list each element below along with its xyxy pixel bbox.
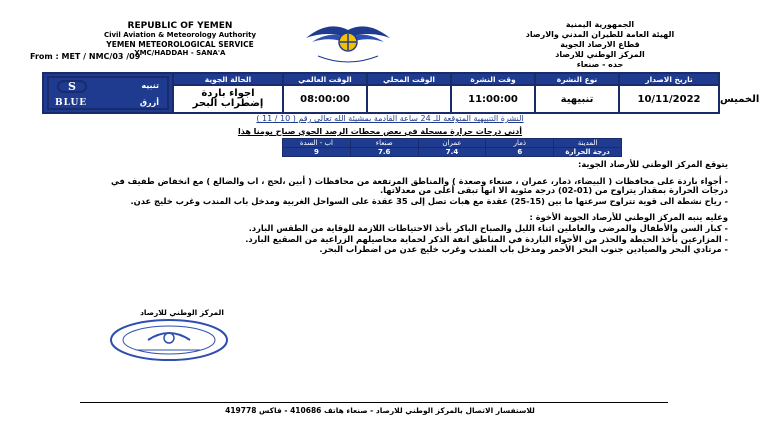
temp-row-label: درجة الحرارة <box>554 148 622 157</box>
temp-dhamar: 6 <box>486 148 554 157</box>
warning-bullet: - مرتادي البحر والصيادين جنوب البحر الأحمر ومدخل باب المندب وغرب خليج عدن من اضطراب البحر. <box>319 244 728 255</box>
header-local-time: الوقت المحلي <box>367 73 451 85</box>
signature-label: المركز الوطني للارصاد <box>140 308 224 317</box>
bulletin-time-empty <box>367 85 451 113</box>
warning-bullet: - المزارعين بأخذ الحيطة والحذر من الأجواء الباردة في المناطق انفة الذكر لحماية محاصيلهم الزراعية من الصقيع البارد. <box>245 233 728 244</box>
warning-intro: وعليه ينبه المركز الوطني للأرصاد الجوية الأخوة : <box>529 212 728 223</box>
alert-box <box>47 76 169 110</box>
header-ar-line: قطاع الارصاد الجوية <box>560 40 640 49</box>
footer-divider <box>80 402 668 403</box>
alert-color-en: BLUE <box>55 98 88 108</box>
authority-logo <box>298 12 398 68</box>
temp-header-city: المدينة <box>554 139 622 148</box>
bulletin-type: تنبيهية <box>535 85 619 113</box>
header-ar-line: حده - صنعاء <box>576 60 624 69</box>
forecast-bullet: - أجواء باردة على محافظات ( البيضاء، ذمار، عمران ، صنعاء وصعدة ) والمناطق المرتفعة من محافظات ( أبين ،لحج ، اب والضالع ) مع انخفاض طفيف في درجات الحرارة بمقدار يتراوح من (01-02) درجة مئوية الا انها تبقى أعلى من معدلاتها. <box>110 175 728 196</box>
footer-contact: للاستفسار الاتصال بالمركز الوطني للارصاد - صنعاء هاتف 410686 - فاكس 419778 <box>225 406 535 415</box>
temp-header-sanaa: صنعاء <box>350 139 418 148</box>
alert-badge: S <box>57 80 87 93</box>
header-weather: الحالة الجوية <box>173 73 283 85</box>
service-name: YEMEN METEOROLOGICAL SERVICE <box>106 40 254 49</box>
temp-header-dhamar: ذمار <box>486 139 554 148</box>
temp-header-ibb: اب - السدة <box>283 139 351 148</box>
bulletin-number-line: النشرة التنبيهية المتوقعة للـ 24 ساعة القادمة بمشيئة الله تعالى رقم ( 10 / 11 ) <box>256 114 524 123</box>
authority-name: Civil Aviation & Meteorology Authority <box>103 31 257 39</box>
forecast-intro: يتوقع المركز الوطني للأرصاد الجوية: <box>578 159 728 169</box>
alert-level-cell <box>43 73 173 113</box>
temperature-table <box>282 138 622 157</box>
header-issue-date: تاريخ الاصدار <box>619 73 719 85</box>
location-name: YMC/HADDAH - SANA'A <box>134 49 226 57</box>
official-stamp <box>108 318 230 362</box>
header-arabic <box>490 20 710 70</box>
weather-line: اجواء باردة <box>201 88 255 99</box>
header-utc-time: الوقت العالمي <box>283 73 367 85</box>
header-english <box>30 21 300 61</box>
header-ar-line: الجمهورية اليمنية <box>565 20 635 29</box>
alert-label: تنبيه <box>141 81 159 90</box>
temperature-title: أدنى درجات حرارة مسجلة في بعض محطات الرصد الجوي صباح يومنا هذا <box>237 127 523 136</box>
temp-sanaa: 7.6 <box>350 148 418 157</box>
forecast-bullet: - رياح نشطة الى قوية تتراوح سرعتها ما بين (15-25) عقدة مع هبات تصل إلى 35 عقدة على السواحل الغربية ومدخل باب المندب وغرب خليج عدن. <box>130 195 728 206</box>
utc-time: 08:00:00 <box>283 85 367 113</box>
weather-condition <box>173 85 283 113</box>
local-time: 11:00:00 <box>451 85 535 113</box>
header-bulletin-type: نوع النشرة <box>535 73 619 85</box>
forecast-body <box>90 160 728 256</box>
weather-line: إضطراب البحر <box>192 98 264 109</box>
header-ar-line: الهيئة العامة للطيران المدني والارصاد <box>525 30 675 39</box>
issue-date: 10/11/2022 <box>619 85 719 113</box>
bulletin-info-table: S تنبيه BLUE أزرق الحالة الجوية الوقت العالمي الوقت المحلي وقت النشرة نوع النشرة تاريخ الاصدار اليوم اجواء باردة إضطراب البحر 08:00:00 11:00:00 تنبيهية 10/11/2022 الخميس <box>42 72 720 114</box>
alert-color-ar: أزرق <box>139 98 159 107</box>
temp-amran: 7.4 <box>418 148 486 157</box>
country-name: REPUBLIC OF YEMEN <box>127 21 233 31</box>
temp-header-amran: عمران <box>418 139 486 148</box>
header-ar-line: المركز الوطني للارصاد <box>555 50 645 59</box>
warning-bullet: - كبار السن والأطفال والمرضى والعاملين اثناء الليل والصباح الباكر بأخذ الاحتياطات اللازمة للوقاية من الطقس البارد. <box>248 222 728 233</box>
header-bulletin-time: وقت النشرة <box>451 73 535 85</box>
reference-number: From : MET / NMC/03 /09 <box>30 52 141 61</box>
temp-ibb: 9 <box>283 148 351 157</box>
